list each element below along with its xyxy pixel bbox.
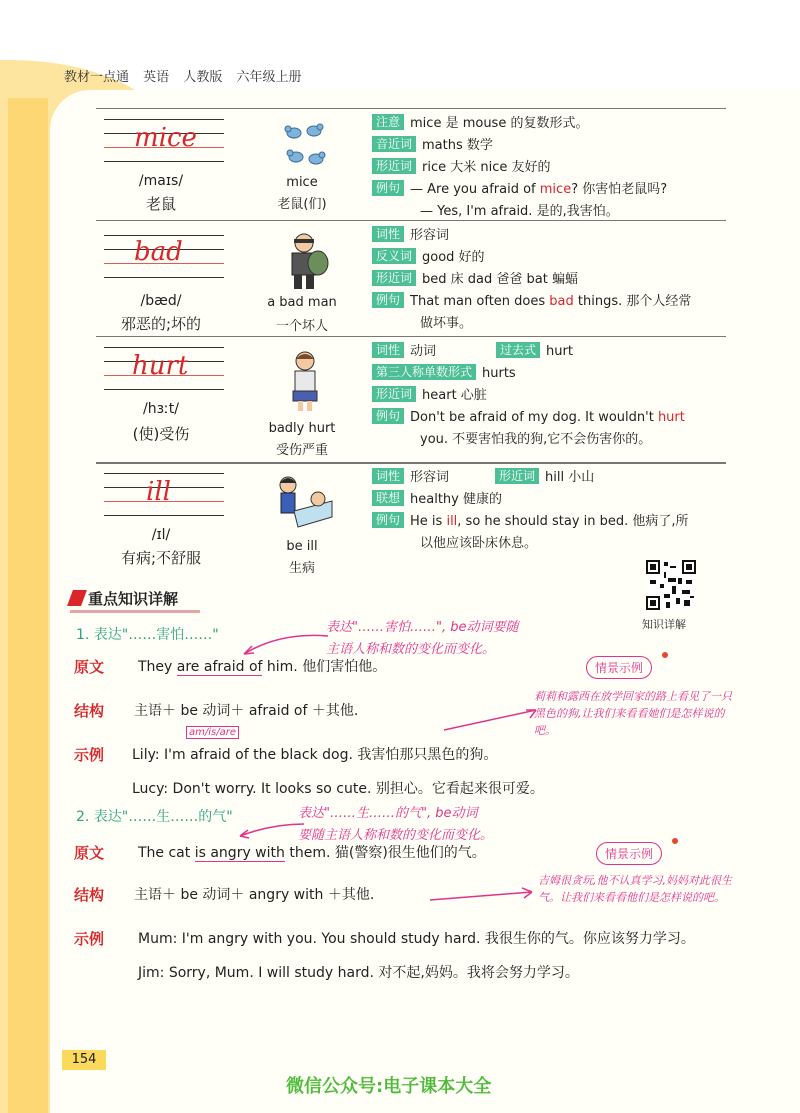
picture-caption-en: mice <box>286 175 318 190</box>
picture-cell <box>234 221 370 336</box>
hurt-girl-picture-icon <box>280 345 330 415</box>
info-tag: 第三人称单数形式 <box>372 364 476 380</box>
picture-caption-cn: 受伤严重 <box>275 443 328 458</box>
handwritten-word: mice <box>134 123 197 153</box>
scenario-bubble-1: 情景示例 <box>586 656 652 679</box>
handwritten-word: ill <box>146 477 171 507</box>
info-tag: 过去式 <box>496 342 540 358</box>
original-key-phrase: is angry with <box>194 845 285 861</box>
word-info <box>372 225 726 335</box>
word-cell <box>96 221 226 336</box>
picture-caption-en: badly hurt <box>268 421 336 436</box>
word-cell <box>96 463 226 572</box>
header-subject: 英语 <box>143 70 170 85</box>
info-text: bed 床 dad 爸爸 bat 蝙蝠 <box>422 272 578 287</box>
original-sentence <box>138 656 386 676</box>
example-sentence: Lily: I'm afraid of the black dog. 我害怕那只黑色的狗。 <box>132 747 498 763</box>
section-note-2-line2: 要随主语人称和数的变化而变化。 <box>298 828 494 843</box>
vocab-row-ill <box>96 462 726 576</box>
highlighted-word: bad <box>549 294 574 309</box>
original-text: They <box>138 659 177 675</box>
phonetic: /bæd/ <box>140 293 182 309</box>
info-tag: 形近词 <box>372 158 416 174</box>
qr-caption: 知识详解 <box>642 618 686 631</box>
picture-cell <box>234 463 370 576</box>
info-tag: 词性 <box>372 468 404 484</box>
vocab-row-hurt <box>96 336 726 462</box>
running-header <box>64 66 311 85</box>
original-text-end: him. 他们害怕他。 <box>262 659 387 675</box>
handwritten-word: bad <box>134 237 183 267</box>
structure-label: 结构 <box>74 702 105 720</box>
bad-man-picture-icon <box>280 229 330 291</box>
bubble-dot <box>672 838 678 844</box>
word-info <box>372 113 726 223</box>
keypoints-title <box>70 588 178 609</box>
info-tag: 例句 <box>372 512 404 528</box>
picture-caption-en: a bad man <box>267 295 337 310</box>
info-tag: 例句 <box>372 180 404 196</box>
word-info <box>372 467 726 555</box>
info-text: — Yes, I'm afraid. 是的,我害怕。 <box>420 204 619 219</box>
footer-watermark: 微信公众号:电子课本大全 <box>286 1076 492 1097</box>
example-text: Don't be afraid of my dog. It wouldn't <box>410 410 658 425</box>
highlighted-word: hurt <box>657 410 685 425</box>
info-text: healthy 健康的 <box>410 492 502 507</box>
section-note-1: 表达"……害怕……", be动词要随 <box>326 620 519 635</box>
info-tag: 注意 <box>372 114 404 130</box>
section-note-1-line2: 主语人称和数的变化而变化。 <box>326 642 496 657</box>
phonetic: /hɜːt/ <box>143 401 179 417</box>
structure-formula: 主语＋ be 动词＋ angry with ＋其他. <box>134 887 375 903</box>
info-text: good 好的 <box>422 250 485 265</box>
section-heading-2: 2. 表达"……生……的气" <box>76 809 233 825</box>
keypoints-title-text: 重点知识详解 <box>88 590 179 608</box>
info-text: 形容词 <box>410 228 450 243</box>
original-text: The cat <box>138 845 195 861</box>
header-grade: 六年级上册 <box>236 70 302 85</box>
info-text: 动词 <box>410 344 437 359</box>
word-cell <box>96 337 226 462</box>
phonetic: /maɪs/ <box>138 173 184 189</box>
example-text-end: ? 你害怕老鼠吗? <box>571 182 668 197</box>
original-sentence <box>138 842 486 862</box>
bubble-dot <box>662 652 668 658</box>
arrow-icon <box>440 706 540 736</box>
section-heading-1: 1. 表达"……害怕……" <box>76 627 219 643</box>
original-text-end: them. 猫(警察)很生他们的气。 <box>284 845 486 861</box>
original-key-phrase: are afraid of <box>176 659 263 675</box>
original-label: 原文 <box>74 844 105 862</box>
picture-cell <box>234 337 370 462</box>
info-text: 做坏事。 <box>420 316 473 331</box>
info-text: 形容词 <box>410 470 450 485</box>
pencil-icon <box>67 590 87 606</box>
example-sentence: Jim: Sorry, Mum. I will study hard. 对不起,妈妈。我将会努力学习。 <box>138 965 579 981</box>
picture-caption-en: be ill <box>286 539 318 554</box>
vocab-row-mice <box>96 108 726 220</box>
scenario-bubble-2: 情景示例 <box>596 842 662 865</box>
title-underline <box>70 610 200 613</box>
info-tag: 例句 <box>372 292 404 308</box>
section-note-2: 表达"……生……的气", be动词 <box>298 806 478 821</box>
info-text: 以他应该卧床休息。 <box>420 536 538 551</box>
book-edge-inner <box>8 98 48 1113</box>
info-text: hurts <box>482 366 516 381</box>
info-tag: 例句 <box>372 408 404 424</box>
info-tag: 词性 <box>372 226 404 242</box>
info-text: hurt <box>546 344 573 359</box>
example-sentence: Mum: I'm angry with you. You should study hard. 我很生你的气。你应该努力学习。 <box>138 931 695 947</box>
picture-caption-cn: 生病 <box>288 561 315 576</box>
example-text: He is <box>410 514 447 529</box>
picture-cell <box>234 109 370 220</box>
be-verb-forms: am/is/are <box>186 726 239 739</box>
info-tag: 反义词 <box>372 248 416 264</box>
highlighted-word: ill <box>446 514 458 529</box>
info-text: rice 大米 nice 友好的 <box>422 160 551 175</box>
word-info <box>372 341 726 451</box>
example-label: 示例 <box>74 930 105 948</box>
chinese-meaning: 邪恶的;坏的 <box>120 315 202 333</box>
example-text-end: things. 那个人经常 <box>573 294 692 309</box>
phonetic: /ɪl/ <box>151 527 171 543</box>
arrow-icon <box>426 886 536 916</box>
info-text: hill 小山 <box>545 470 595 485</box>
info-tag: 形近词 <box>495 468 539 484</box>
chinese-meaning: 有病;不舒服 <box>120 549 202 567</box>
chinese-meaning: 老鼠 <box>145 195 176 213</box>
header-series: 教材一点通 <box>64 70 130 85</box>
handwritten-word: hurt <box>132 351 189 381</box>
example-sentence: Lucy: Don't worry. It looks so cute. 别担心。它看起来很可爱。 <box>132 781 544 797</box>
info-tag: 形近词 <box>372 270 416 286</box>
example-text-end: , so he should stay in bed. 他病了,所 <box>457 514 689 529</box>
structure-label: 结构 <box>74 886 105 904</box>
picture-caption-cn: 老鼠(们) <box>277 197 327 212</box>
structure-formula: 主语＋ be 动词＋ afraid of ＋其他. <box>134 703 359 719</box>
chinese-meaning: (使)受伤 <box>132 425 190 443</box>
mice-picture-icon <box>280 117 330 179</box>
info-tag: 联想 <box>372 490 404 506</box>
word-cell <box>96 109 226 220</box>
highlighted-word: mice <box>539 182 572 197</box>
picture-caption-cn: 一个坏人 <box>275 319 328 334</box>
page-number: 154 <box>62 1050 106 1070</box>
vocab-row-bad <box>96 220 726 336</box>
info-text: you. 不要害怕我的狗,它不会伤害你的。 <box>420 432 652 447</box>
info-text: maths 数学 <box>422 138 493 153</box>
header-edition: 人教版 <box>183 70 223 85</box>
info-tag: 词性 <box>372 342 404 358</box>
info-text: heart 心脏 <box>422 388 487 403</box>
sick-child-picture-icon <box>274 471 334 533</box>
example-label: 示例 <box>74 746 105 764</box>
info-text: mice 是 mouse 的复数形式。 <box>410 116 589 131</box>
example-text: That man often does <box>410 294 550 309</box>
original-label: 原文 <box>74 658 105 676</box>
scenario-note-2: 吉姆很贪玩,他不认真学习,妈妈对此很生气。让我们来看看他们是怎样说的吧。 <box>538 874 732 904</box>
info-tag: 音近词 <box>372 136 416 152</box>
info-tag: 形近词 <box>372 386 416 402</box>
qr-code-icon[interactable] <box>646 560 696 610</box>
scenario-note-1: 莉莉和露西在放学回家的路上看见了一只黑色的狗,让我们来看看她们是怎样说的吧。 <box>534 690 732 737</box>
example-text: — Are you afraid of <box>410 182 540 197</box>
